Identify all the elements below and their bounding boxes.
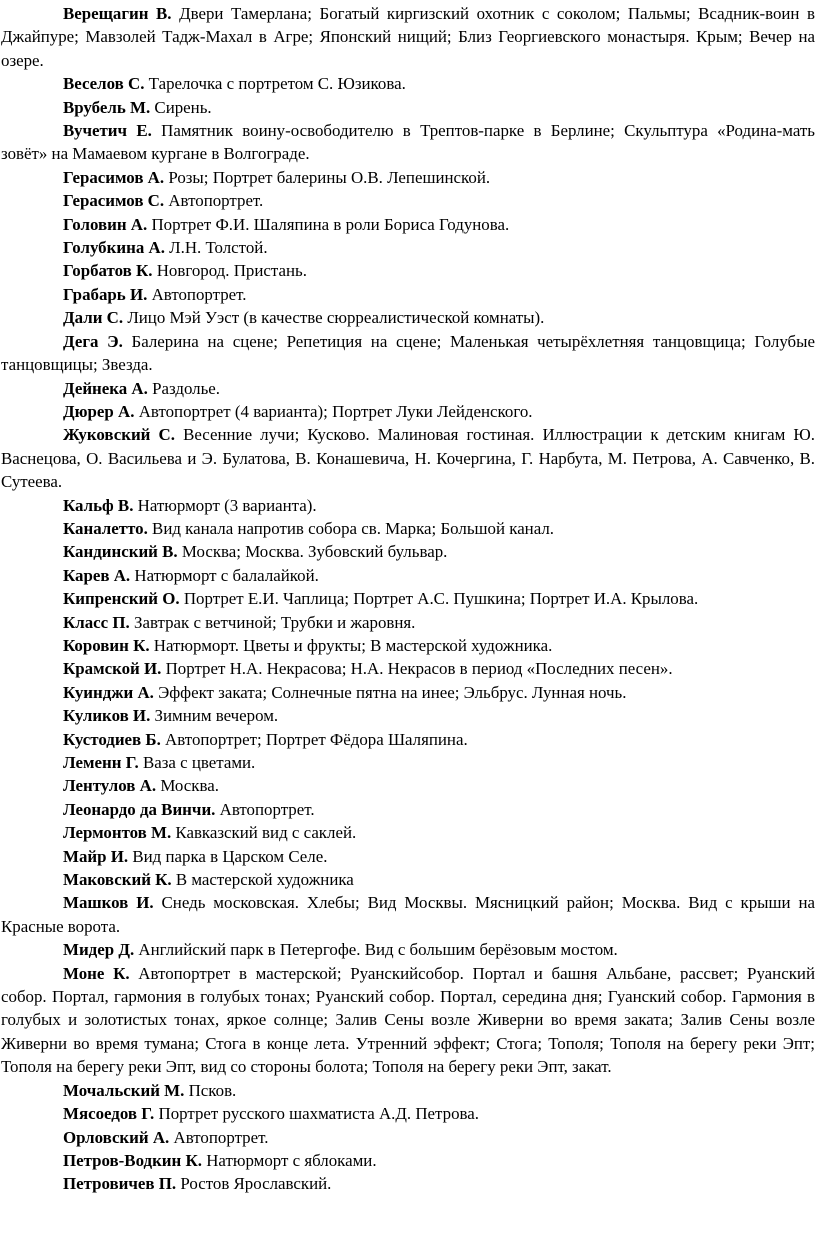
artist-entry xyxy=(1,611,815,634)
artist-list xyxy=(1,2,815,1196)
artist-name: Головин А. xyxy=(63,214,148,234)
artist-name: Герасимов С. xyxy=(63,191,165,211)
artist-works: Псков. xyxy=(188,1080,237,1100)
artist-entry xyxy=(1,634,815,657)
artist-entry xyxy=(1,400,815,423)
artist-works: Портрет Ф.И. Шаляпина в роли Бориса Годунова. xyxy=(151,214,510,234)
artist-entry xyxy=(1,283,815,306)
artist-name: Машков И. xyxy=(63,893,154,913)
artist-name: Кипренский О. xyxy=(63,589,180,609)
artist-entry xyxy=(1,891,815,938)
artist-works: Москва. xyxy=(160,776,219,796)
artist-works: Натюрморт с балалайкой. xyxy=(134,565,319,585)
artist-entry xyxy=(1,189,815,212)
artist-name: Дюрер А. xyxy=(63,401,135,421)
artist-name: Веселов С. xyxy=(63,74,145,94)
artist-entry xyxy=(1,213,815,236)
artist-name: Вучетич Е. xyxy=(63,121,152,141)
artist-works: Натюрморт с яблоками. xyxy=(206,1150,377,1170)
artist-entry xyxy=(1,681,815,704)
artist-name: Кальф В. xyxy=(63,495,134,515)
artist-name: Мясоедов Г. xyxy=(63,1104,155,1124)
artist-name: Верещагин В. xyxy=(63,4,172,23)
artist-works: Автопортрет (4 варианта); Портрет Луки Лейденского. xyxy=(138,401,533,421)
artist-entry xyxy=(1,1102,815,1125)
artist-works: Л.Н. Толстой. xyxy=(169,238,268,258)
artist-entry xyxy=(1,798,815,821)
artist-works: Раздолье. xyxy=(152,378,221,398)
artist-works: Натюрморт. Цветы и фрукты; В мастерской художника. xyxy=(153,635,553,655)
artist-name: Моне К. xyxy=(63,963,130,983)
artist-works: Новгород. Пристань. xyxy=(156,261,307,281)
artist-entry xyxy=(1,1172,815,1195)
artist-name: Леменн Г. xyxy=(63,753,139,772)
artist-name: Грабарь И. xyxy=(63,284,148,304)
artist-name: Петров-Водкин К. xyxy=(63,1150,202,1170)
artist-name: Куликов И. xyxy=(63,706,151,726)
artist-works: Английский парк в Петергофе. Вид с большим берёзовым мостом. xyxy=(138,940,618,960)
artist-works: Портрет Е.И. Чаплица; Портрет А.С. Пушкина; Портрет И.А. Крылова. xyxy=(183,589,699,609)
artist-name: Дега Э. xyxy=(63,331,123,351)
artist-works: Ваза с цветами. xyxy=(142,753,256,772)
artist-works: Эффект заката; Солнечные пятна на инее; Эльбрус. Лунная ночь. xyxy=(158,682,627,702)
artist-entry xyxy=(1,774,815,797)
artist-name: Дейнека А. xyxy=(63,378,148,398)
artist-name: Кандинский В. xyxy=(63,542,178,562)
artist-name: Маковский К. xyxy=(63,870,172,890)
artist-name: Голубкина А. xyxy=(63,238,165,258)
artist-works: Памятник воину-освободителю в Трептов-парке в Берлине; Скульптура «Родина-мать зовёт» на Мамаевом кургане в Волгограде. xyxy=(1,121,815,164)
artist-works: Автопортрет в мастерской; Руанскийсобор. Портал и башня Альбане, рассвет; Руанский собор. Портал, гармония в голубых тонах; Руанский собор. Портал, середина дня; Гуанский собор. Гармония в голубых и золотистых тонах, яркое солнце; Залив Сены возле Живерни во время заката; Залив Сены возле Живерни во время тумана; Стога в конце лета. Утренний эффект; Стога; Тополя; Тополя на берегу реки Эпт; Тополя на берегу реки Эпт, вид со стороны болота; Тополя на берегу реки Эпт, закат. xyxy=(1,963,815,1077)
artist-entry xyxy=(1,166,815,189)
artist-name: Герасимов А. xyxy=(63,167,165,187)
artist-works: Балерина на сцене; Репетиция на сцене; Маленькая четырёхлетняя танцовщица; Голубые танцовщицы; Звезда. xyxy=(1,331,815,375)
artist-works: В мастерской художника xyxy=(175,870,354,890)
artist-entry xyxy=(1,72,815,95)
artist-works: Завтрак с ветчиной; Трубки и жаровня. xyxy=(133,612,416,632)
artist-name: Майр И. xyxy=(63,846,129,866)
artist-name: Орловский А. xyxy=(63,1127,170,1147)
artist-name: Леонардо да Винчи. xyxy=(63,799,216,819)
artist-entry xyxy=(1,845,815,868)
artist-entry xyxy=(1,96,815,119)
artist-entry xyxy=(1,2,815,72)
artist-works: Розы; Портрет балерины О.В. Лепешинской. xyxy=(168,167,491,187)
artist-entry xyxy=(1,494,815,517)
artist-name: Лентулов А. xyxy=(63,776,157,796)
artist-name: Мидер Д. xyxy=(63,940,135,960)
artist-entry xyxy=(1,962,815,1079)
artist-works: Ростов Ярославский. xyxy=(180,1174,332,1194)
artist-works: Тарелочка с портретом С. Юзикова. xyxy=(148,74,406,94)
artist-entry xyxy=(1,657,815,680)
artist-entry xyxy=(1,330,815,377)
artist-entry xyxy=(1,119,815,166)
artist-works: Сирень. xyxy=(154,97,212,117)
artist-name: Каналетто. xyxy=(63,518,148,538)
artist-entry xyxy=(1,423,815,493)
artist-entry xyxy=(1,728,815,751)
artist-works: Снедь московская. Хлебы; Вид Москвы. Мясницкий район; Москва. Вид с крыши на Красные ворота. xyxy=(1,893,815,936)
artist-works: Весенние лучи; Кусково. Малиновая гостиная. Иллюстрации к детским книгам Ю. Васнецова, О. Васильева и Э. Булатова, В. Конашевича, Н. Кочергина, Г. Нарбута, М. Петрова, А. Савченко, В. Сутеева. xyxy=(1,425,815,492)
artist-entry xyxy=(1,517,815,540)
artist-works: Автопортрет. xyxy=(151,284,247,304)
artist-entry xyxy=(1,540,815,563)
artist-works: Москва; Москва. Зубовский бульвар. xyxy=(181,542,448,562)
artist-name: Куинджи А. xyxy=(63,682,154,702)
artist-name: Врубель М. xyxy=(63,97,151,117)
artist-name: Класс П. xyxy=(63,612,130,632)
artist-works: Автопортрет. xyxy=(219,799,315,819)
artist-works: Лицо Мэй Уэст (в качестве сюрреалистической комнаты). xyxy=(127,308,545,328)
artist-name: Кустодиев Б. xyxy=(63,729,161,749)
artist-entry xyxy=(1,751,815,774)
artist-name: Петровичев П. xyxy=(63,1174,177,1194)
artist-works: Натюрморт (3 варианта). xyxy=(137,495,317,515)
artist-entry xyxy=(1,1079,815,1102)
artist-name: Горбатов К. xyxy=(63,261,153,281)
artist-works: Портрет русского шахматиста А.Д. Петрова. xyxy=(158,1104,479,1124)
artist-works: Зимним вечером. xyxy=(154,706,279,726)
artist-name: Карев А. xyxy=(63,565,131,585)
artist-works: Автопортрет. xyxy=(168,191,264,211)
artist-entry xyxy=(1,236,815,259)
artist-works: Автопортрет; Портрет Фёдора Шаляпина. xyxy=(165,729,468,749)
artist-entry xyxy=(1,938,815,961)
artist-works: Двери Тамерлана; Богатый киргизский охотник с соколом; Пальмы; Всадник-воин в Джайпуре; Мавзолей Тадж-Махал в Агре; Японский нищий; Близ Георгиевского монастыря. Крым; Вечер на озере. xyxy=(1,4,815,70)
artist-works: Автопортрет. xyxy=(173,1127,269,1147)
artist-works: Вид парка в Царском Селе. xyxy=(132,846,328,866)
artist-name: Мочальский М. xyxy=(63,1080,185,1100)
artist-works: Кавказский вид с саклей. xyxy=(175,823,357,843)
artist-entry xyxy=(1,1126,815,1149)
artist-name: Лермонтов М. xyxy=(63,823,172,843)
artist-entry xyxy=(1,704,815,727)
artist-entry xyxy=(1,587,815,610)
artist-entry xyxy=(1,377,815,400)
artist-entry xyxy=(1,306,815,329)
artist-name: Дали С. xyxy=(63,308,124,328)
artist-works: Вид канала напротив собора св. Марка; Большой канал. xyxy=(152,518,555,538)
artist-entry xyxy=(1,868,815,891)
artist-works: Портрет Н.А. Некрасова; Н.А. Некрасов в период «Последних песен». xyxy=(165,659,673,679)
artist-name: Жуковский С. xyxy=(63,425,175,445)
artist-entry xyxy=(1,564,815,587)
artist-entry xyxy=(1,259,815,282)
artist-entry xyxy=(1,1149,815,1172)
artist-name: Коровин К. xyxy=(63,635,150,655)
artist-entry xyxy=(1,821,815,844)
artist-name: Крамской И. xyxy=(63,659,162,679)
